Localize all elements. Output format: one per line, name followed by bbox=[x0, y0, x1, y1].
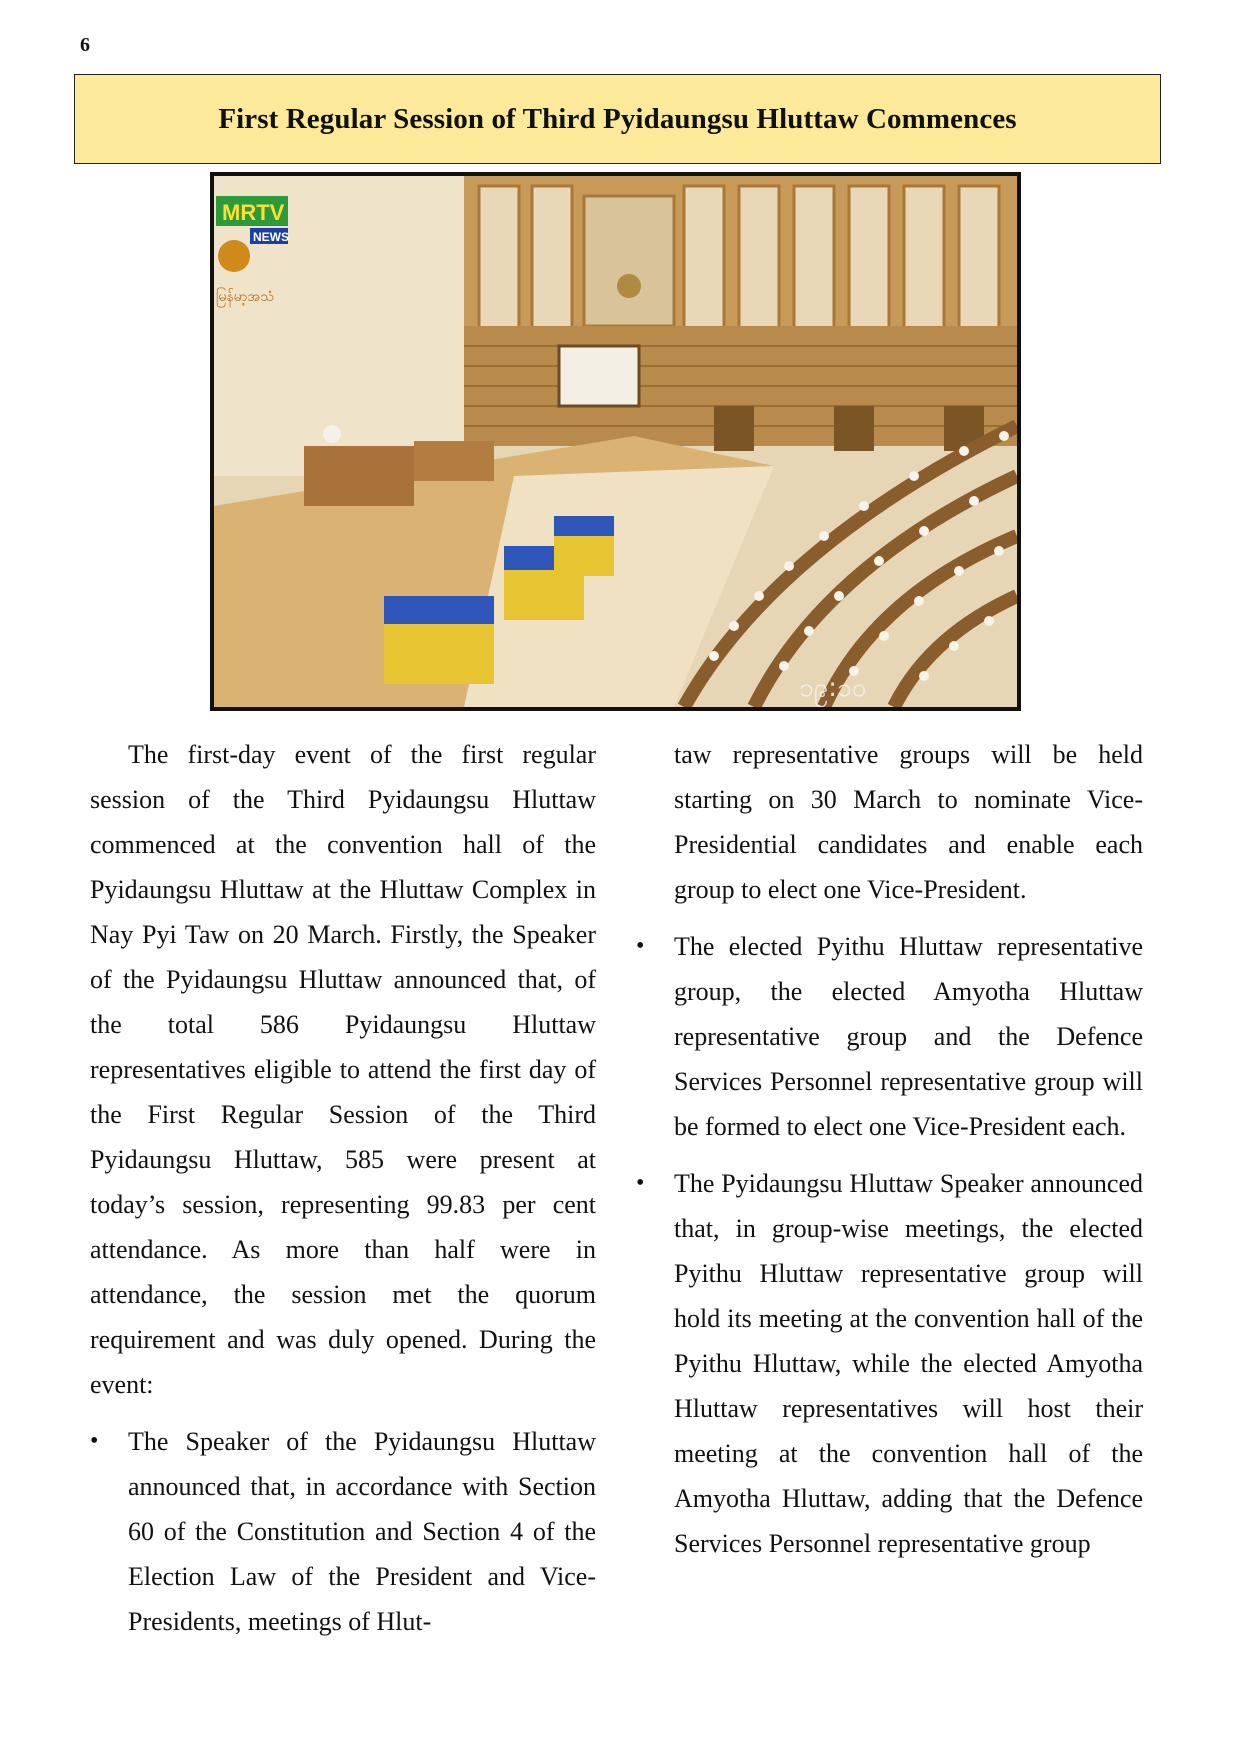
title-banner bbox=[74, 74, 1161, 164]
logo-text: MRTV bbox=[222, 200, 285, 225]
bullet-item-2: • The elected Pyithu Hluttaw representative group, the elected Amyotha Hluttaw representative group and the Defence Services Personnel representative group will be formed to elect one Vice-President each. bbox=[636, 924, 1143, 1149]
article-title: First Regular Session of Third Pyidaungsu Hluttaw Commences bbox=[218, 102, 1017, 135]
parliament-hall-illustration bbox=[214, 176, 1017, 707]
emblem-icon bbox=[218, 240, 250, 272]
bullet-item-1: • The Speaker of the Pyidaungsu Hluttaw announced that, in accordance with Section 60 of the Constitution and Section 4 of the Election Law of the President and Vice-Presidents, meetings of Hlut- bbox=[90, 1419, 596, 1644]
left-column bbox=[90, 732, 596, 1644]
logo-sub: NEWS bbox=[253, 230, 289, 244]
logo-burmese: မြန်မာ့အသံ bbox=[216, 289, 274, 305]
page-number: 6 bbox=[80, 34, 90, 56]
bullet-item-1-continued: taw representative groups will be held starting on 30 March to nominate Vice-Presidential candidates and enable each group to elect one Vice-President. bbox=[674, 740, 1143, 904]
parliament-photo bbox=[210, 172, 1021, 711]
right-column bbox=[636, 732, 1143, 1566]
intro-paragraph: The first-day event of the first regular session of the Third Pyidaungsu Hluttaw commenced at the convention hall of the Pyidaungsu Hluttaw at the Hluttaw Complex in Nay Pyi Taw on 20 March. Firstly, the Speaker of the Pyidaungsu Hluttaw announced that, of the total 586 Pyidaungsu Hluttaw representatives eligible to attend the first day of the First Regular Session of the Third Pyidaungsu Hluttaw, 585 were present at today’s session, representing 99.83 per cent attendance. As more than half were in attendance, the session met the quorum requirement and was duly opened. During the event: bbox=[90, 740, 596, 1399]
bullet-item-3: • The Pyidaungsu Hluttaw Speaker announced that, in group-wise meetings, the elected Pyithu Hluttaw representative group will hold its meeting at the convention hall of the Pyithu Hluttaw, while the elected Amyotha Hluttaw representatives will host their meeting at the convention hall of the Amyotha Hluttaw, adding that the Defence Services Personnel representative group bbox=[636, 1161, 1143, 1566]
timestamp: ၁၉:၁၀ bbox=[799, 673, 867, 703]
